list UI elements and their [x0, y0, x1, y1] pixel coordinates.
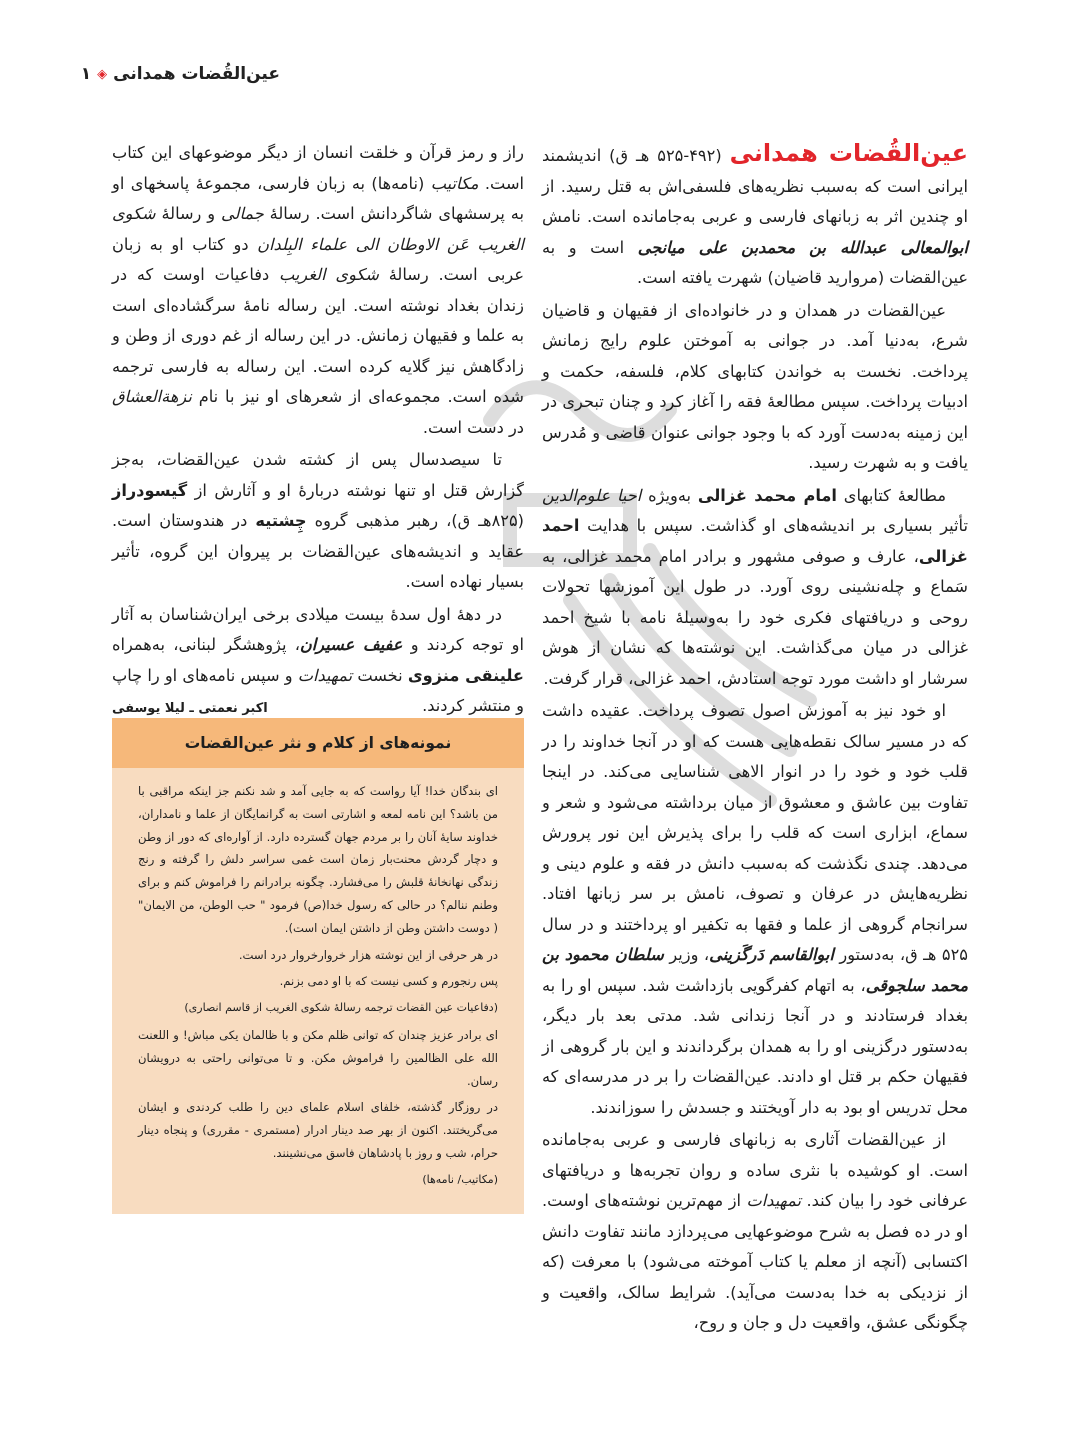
text-run: و سپس نامه‌های او را چاپ و منتشر کردند. [112, 665, 524, 715]
paragraph [542, 481, 968, 695]
text-run: ، عارف و صوفی مشهور و برادر امام محمد غزالی، به سَماع و چله‌نشینی روی آورد. در طول این آموزشها تحولات روحی و دریافتهای فکری خود را به‌وسیلهٔ نامه با شیخ احمد غزالی در میان می‌گذاشت. این نوشته‌ها که نشان از هوش سرشار او داشت مورد توجه استادش، احمد غزالی، قرار گرفت. [542, 546, 968, 688]
book-title: تمهیدات [297, 665, 353, 685]
header-title: عین‌القُضات همدانی [113, 64, 280, 84]
person-name: امام محمد غزالی [697, 485, 837, 505]
text-run: راز و رمز قرآن و خلقت انسان از دیگر موضوعهای این کتاب است. [112, 143, 525, 193]
quote: در هر حرفی از این نوشته هزار خروارخروار درد است. [238, 947, 498, 962]
text-run: او خود نیز به آموزش اصول تصوف پرداخت. عقیده داشت که در مسیر سالک نقطه‌هایی هست که او در آنجا خداوند را در قلب خود و خود را در انوار الاهی شناسایی می‌کند. در اینجا تفاوت بین عاشق و معشوق از میان برداشته می‌شود و شعر و سماع، ابزاری است که قلب را برای پذیرش این نور پرورش می‌دهد. چندی نگذشت که به‌سبب دانش در فقه و علوم دینی و نظریه‌هایش در عرفان و تصوف، نامش بر سر زبانها افتاد. سرانجام گروهی از علما و فقها به تکفیر او پرداختند و در سال ۵۲۵ هـ ق، به‌دستور [542, 701, 968, 964]
quote: پس رنجورم و کسی نیست که با او دمی بزنم. [279, 974, 498, 989]
book-title: احیا علوم‌الدین [542, 485, 642, 505]
text-run: است و به عین‌القضات (مروارید قاضیان) شهرت یافته است. [542, 237, 968, 287]
text-run: ، وزیر [663, 945, 710, 964]
text-run: دو کتاب او به زبان عربی است. رسالهٔ [112, 234, 524, 284]
entry-title: عین‌القُضات همدانی [729, 139, 968, 167]
paragraph [542, 1125, 968, 1339]
book-title: شکوی الغریب عَن الاوطان الی علماء البِلدان [112, 204, 524, 254]
text-run: مطالعهٔ کتابهای [836, 485, 946, 505]
article-column-right [542, 138, 968, 1341]
paragraph [542, 696, 968, 1123]
quote: در روزگار گذشته، خلفای اسلام علمای دین را طلب کردندی و ایشان می‌گریختند. اکنون از بهر صد دینار ادرار (مستمری - مقرری) و پنجاه دینار حرام، شب و روز با پادشاهان فاسق می‌نشینند. [138, 1100, 498, 1160]
text-run: ، پژوهشگر لبنانی، به‌همراه [112, 635, 300, 654]
text-run: (۸۲۵هـ ق)، رهبر مذهبی گروه [306, 511, 524, 530]
article-column-left [112, 138, 524, 724]
text-run: تأثیر بسیاری بر اندیشه‌های او گذاشت. سپس با هدایت [579, 516, 968, 535]
box-body [112, 768, 524, 1192]
person-name: ابوالقاسم دَرگَزینی [709, 945, 834, 964]
person-name: احمد غزالی [542, 516, 968, 566]
box-title: نمونه‌های از کلام و نثر عین‌القضات [112, 718, 524, 768]
text-run: از عین‌القضات آثاری به زبانهای فارسی و عربی به‌جامانده است. او کوشیده با نثری ساده و روان تجربه‌ها و دریافتهای عرفانی خود را بیان کند. [542, 1130, 968, 1210]
sample-quotes-box [112, 718, 524, 1214]
text-run: (نامه‌ها) به زبان فارسی، مجموعهٔ پاسخهای او به پرسشهای شاگردانش است. رسالهٔ [112, 173, 524, 223]
group-name: چِشتیه [255, 511, 307, 530]
book-title: جمالی [221, 204, 264, 223]
text-run: نخست [352, 665, 408, 685]
text-run: در دست است. [422, 417, 524, 437]
paragraph [542, 138, 968, 294]
running-header [81, 64, 280, 84]
quote-source: (مکاتیب/ نامه‌ها) [422, 1172, 498, 1186]
diamond-icon: ◈ [97, 66, 108, 82]
quote: ای بندگان خدا! آیا رواست که به جایی آمد و شد نکنم جز اینکه مراقبی با من باشد؟ این نامه لمعه و اشارتی است به گرانمایگان از علما و نامداران، خداوند سایهٔ آنان را بر مردم جهان گسترده دارد. از آواره‌ای که دور از وطن و دچار گردش محنت‌بار زمان است غمی سراسر دلش را گرفته و رنج زندگی نهانخانهٔ قلبش را می‌فشارد. چگونه برادرانم را فراموش کنم و برای وطنم ننالم؟ در حالی که رسول خدا(ص) فرمود " حب الوطن، من الایمان" ( دوست داشتن وطن از داشتن ایمان است). [138, 784, 498, 935]
paragraph [112, 445, 524, 598]
text-run: در هندوستان است. عقاید و اندیشه‌های عین‌القضات بر پیروان این گروه، تأثیر بسیار نهاده است. [112, 511, 524, 591]
book-title: مکاتیب [430, 173, 479, 193]
text-run: تا سیصدسال پس از کشته شدن عین‌القضات، به‌جز گزارش قتل او تنها نوشته دربارهٔ او و آثارش از [112, 450, 524, 500]
person-name: گیسودراز [112, 480, 188, 500]
text-run: در دههٔ اول سدهٔ بیست میلادی برخی ایران‌شناسان به آثار او توجه کردند و [112, 604, 524, 654]
book-title: تمهیدات [746, 1191, 801, 1210]
paragraph [112, 138, 524, 443]
text-run: دفاعیات اوست که در زندان بغداد نوشته است. این رساله نامهٔ سرگشاده‌ای است به علما و فقیهان زمانش. در این رساله از غم دوری از وطن و زادگاهش نیز گلایه کرده است. این رساله به فارسی ترجمه شده است. مجموعه‌ای از شعرهای او نیز با نام [112, 265, 524, 406]
book-title: شکوی الغریب [279, 265, 379, 284]
text-run: ، به اتهام کفرگویی بازداشت شد. سپس او را به بغداد فرستادند و در آنجا زندانی شد. مدتی بعد بار دیگر، به‌دستور درگزینی او را به همدان برگرداندند و این بار گروهی از فقیهان حکم بر قتل او دادند. عین‌القضات را بر در مدرسه‌ای که محل تدریس او بود به دار آویختند و جسدش را سوزاندند. [542, 975, 968, 1117]
person-name: عفیف عسیران [299, 635, 403, 654]
paragraph: عین‌القضات در همدان و در خانواده‌ای از فقیهان و قاضیان شرع، به‌دنیا آمد. در جوانی به آموختن علوم رایج زمانش پرداخت. نخست به خواندن کتابهای کلام، فلسفه، حکمت و ادبیات پرداخت. سپس مطالعهٔ فقه را آغاز کرد و چنان تبحری در این زمینه به‌دست آورد که با وجود جوانی عنوان قاضی و مُدرس یافت و به شهرت رسید. [542, 300, 968, 472]
book-title: نزهةالعشاق [112, 387, 192, 406]
text-run: به‌ویژه [641, 485, 698, 505]
quote: ای برادر عزیز چندان که توانی ظلم مکن و با ظالمان یکی مباش! و اللعنت الله علی الظالمین را فراموش مکن. و تا می‌توانی راحتی به درویشان رسان. [138, 1027, 498, 1088]
text-run: و رسالهٔ [155, 204, 222, 223]
author-signature: اکبر نعمتی ـ لیلا یوسفی [112, 700, 268, 716]
full-name: ابوالمعالی عبدالله بن محمدبن علی میانجی [637, 237, 968, 257]
quote-source: (دفاعیات عین القضات ترجمه رسالهٔ شکوی الغریب از قاسم انصاری) [184, 1001, 498, 1015]
text-run: از مهم‌ترین نوشته‌های اوست. او در ده فصل به شرح موضوعهایی می‌پردازد مانند تفاوت دانش اکتسابی (آنچه از معلم یا کتاب آموخته می‌شود) با معرفت (که از نزدیکی به خدا به‌دست می‌آید). شرایط سالک، واقعیت و چگونگی عشق، واقعیت دل و جان و روح، [542, 1191, 968, 1332]
text-run: (۴۹۲-۵۲۵ هـ ق) اندیشمند ایرانی است که به‌سبب نظریه‌های فلسفی‌اش به قتل رسید. از او چندین اثر به زبانهای فارسی و عربی به‌جامانده است. نامش [542, 146, 968, 226]
person-name: سلطان محمود بن محمد سلجوقی [542, 945, 968, 995]
person-name: علینقی منزوی [407, 665, 524, 685]
page-number: ۱ [80, 64, 92, 84]
